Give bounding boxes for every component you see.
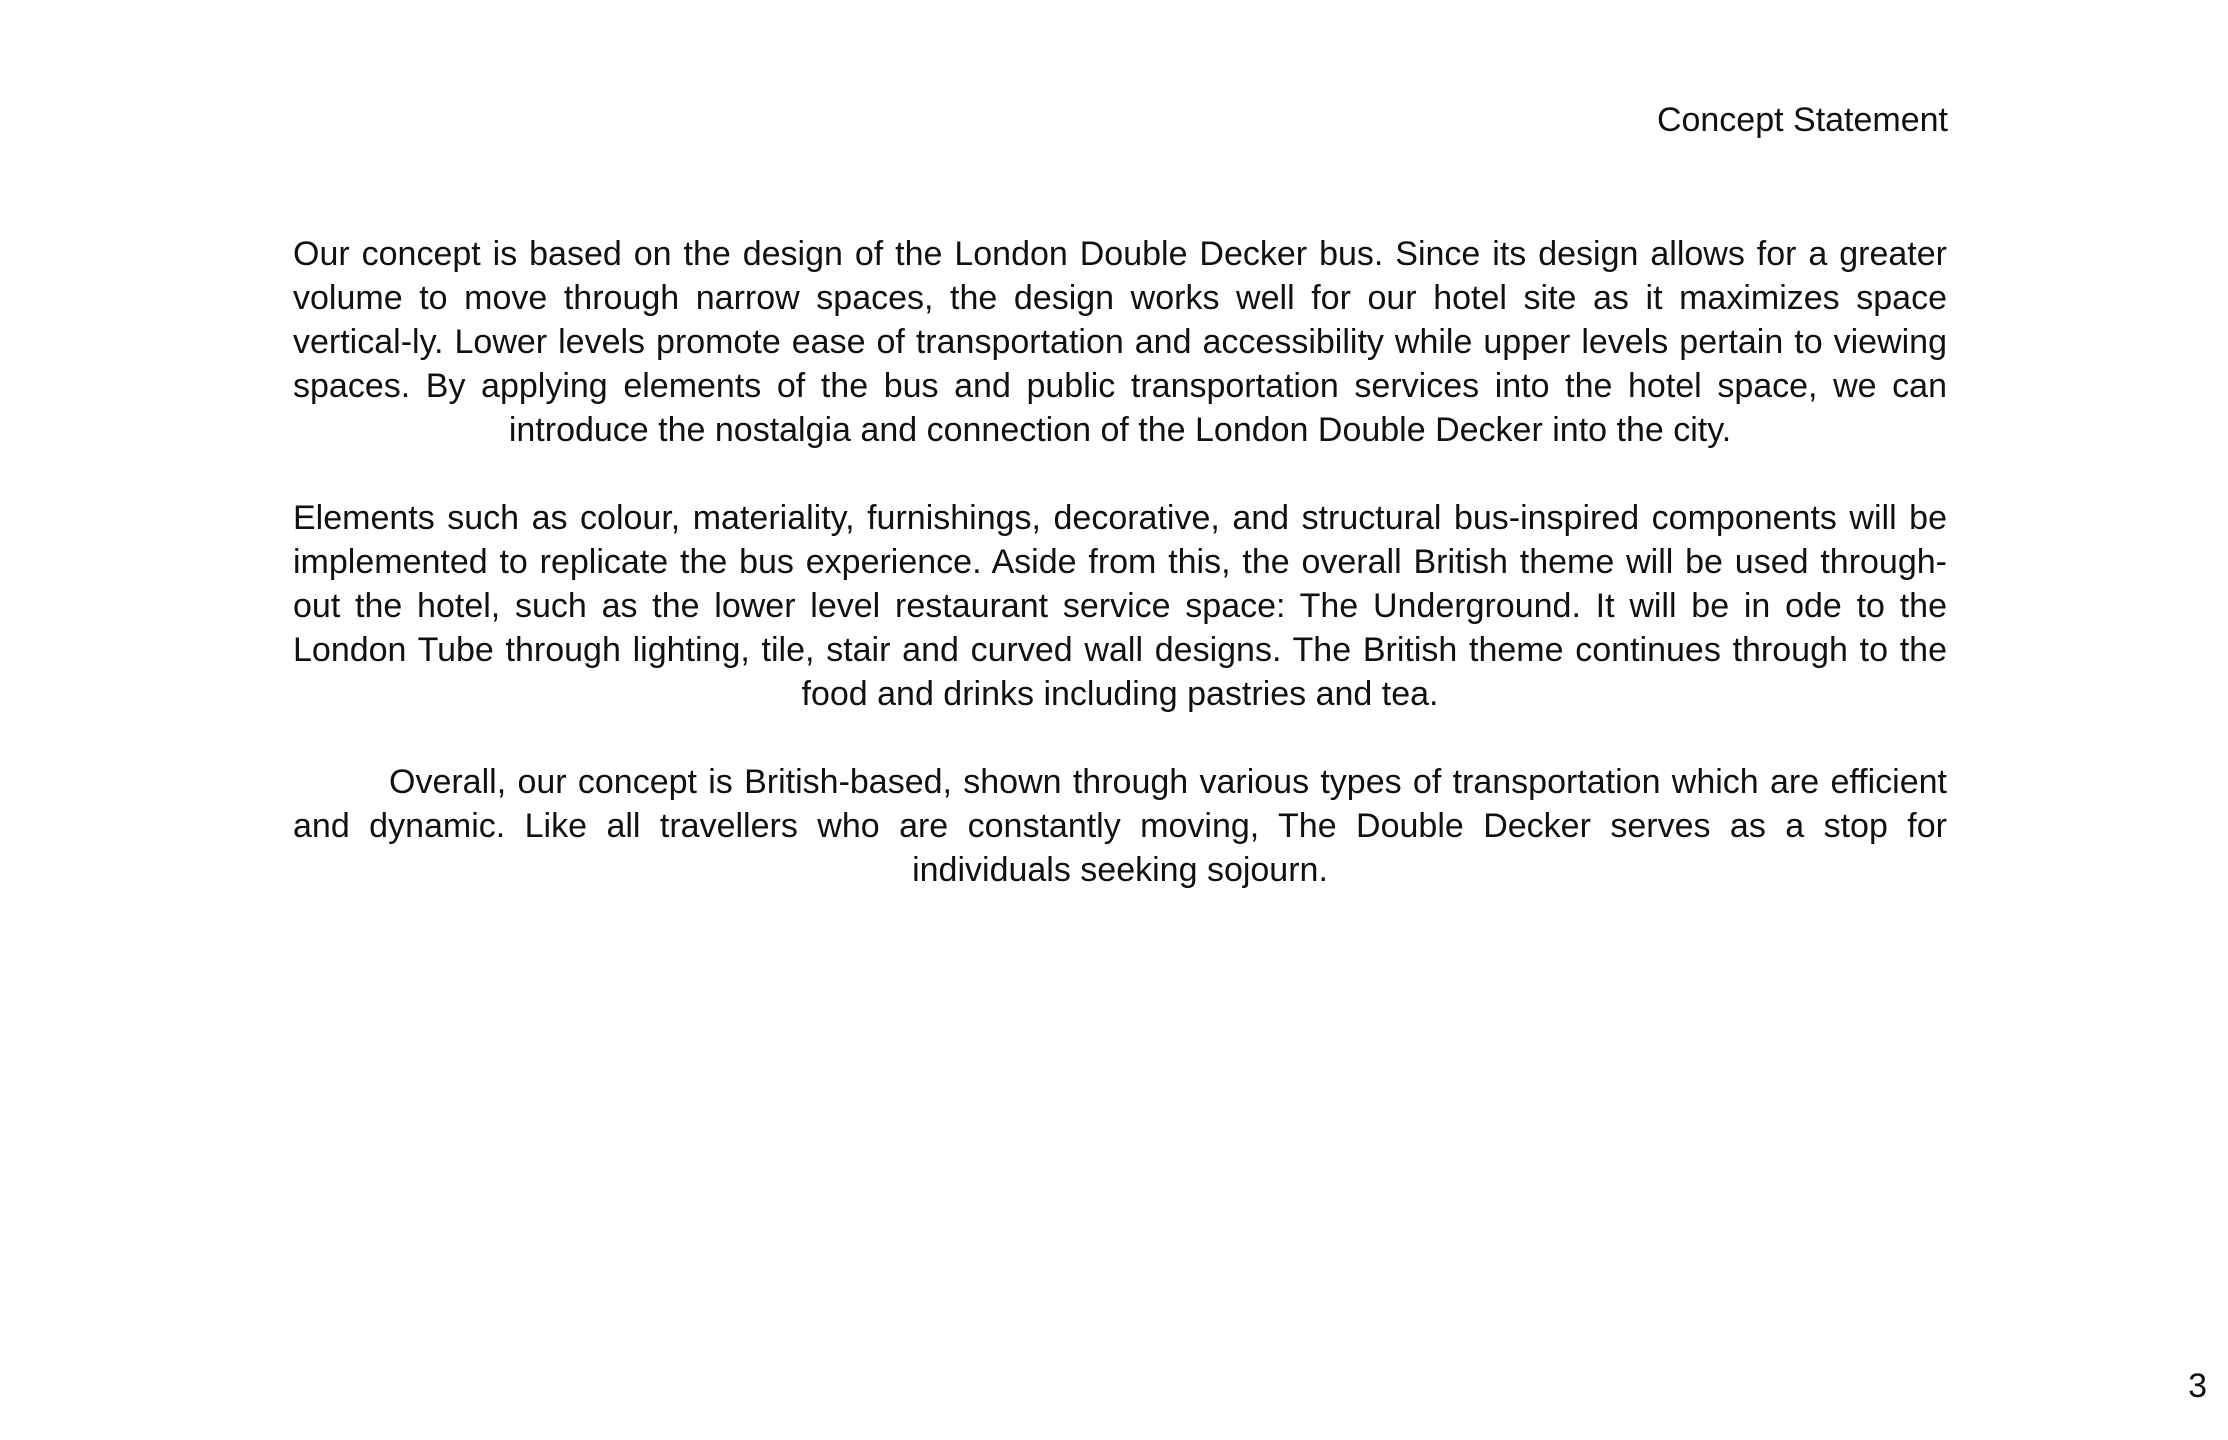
paragraph-overall-summary: Overall, our concept is British-based, shown through various types of transportation which are efficient and dynamic. Like all travellers who are constantly moving, The Double Decker serves as a stop for individuals seeking sojourn. <box>293 763 1947 889</box>
concept-statement-body <box>293 232 1947 892</box>
page-number: 3 <box>2188 1367 2207 1405</box>
page-title: Concept Statement <box>1656 101 1948 139</box>
paragraph-design-elements: Elements such as colour, materiality, furnishings, decorative, and structural bus-inspired components will be implemented to replicate the bus experience. Aside from this, the overall British theme will be used through-out the hotel, such as the lower level restaurant service space: The Underground. It will be in ode to the London Tube through lighting, tile, stair and curved wall designs. The British theme continues through to the food and drinks including pastries and tea. <box>293 499 1947 713</box>
paragraph-bus-concept: Our concept is based on the design of the London Double Decker bus. Since its design allows for a greater volume to move through narrow spaces, the design works well for our hotel site as it maximizes space vertical-ly. Lower levels promote ease of transportation and accessibility while upper levels pertain to viewing spaces. By applying elements of the bus and public transportation services into the hotel space, we can introduce the nostalgia and connection of the London Double Decker into the city. <box>293 235 1947 449</box>
